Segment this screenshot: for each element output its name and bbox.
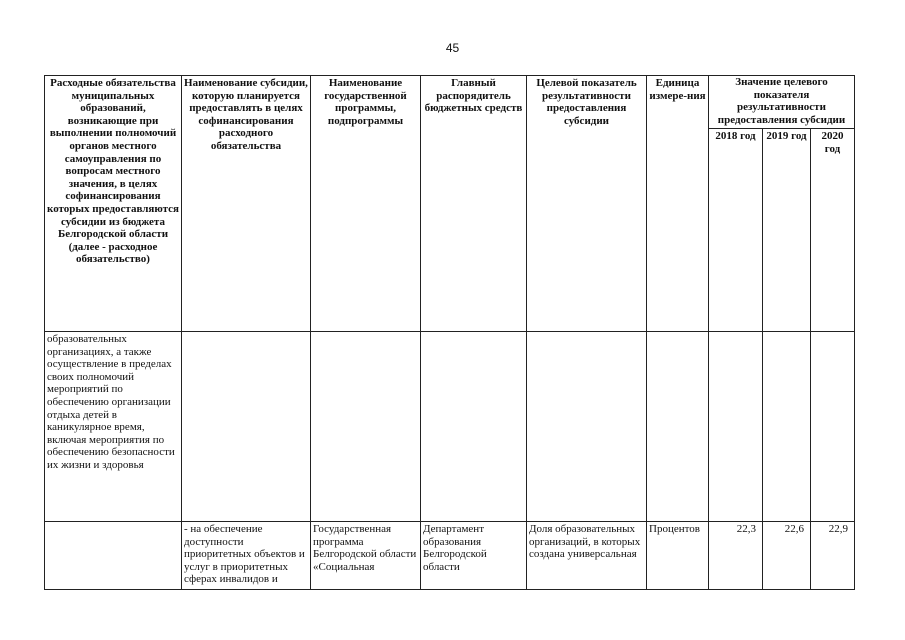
header-obligations: Расходные обязательства муниципальных образований, возникающие при выполнении полномочий органов местного самоуправления по вопросам местного значения, в целях софинансирования которых предоставляются субсидии из бюджета Белгородской области (далее - расходное обязательство) [45,76,182,332]
header-year-2018: 2018 год [709,129,763,332]
empty-cell [709,332,763,522]
header-year-2019: 2019 год [763,129,811,332]
header-subsidy-name: Наименование субсидии, которую планируется предоставлять в целях софинансирования расходного обязательства [182,76,311,332]
empty-cell [811,332,855,522]
empty-cell [311,332,421,522]
empty-cell [527,332,647,522]
distributor-cell: Департамент образования Белгородской области [421,522,527,590]
header-unit: Единица измере-ния [647,76,709,332]
empty-cell [182,332,311,522]
obligation-cell: образовательных организациях, а также осуществление в пределах своих полномочий мероприятий по обеспечению организации отдыха детей в каникулярное время, включая мероприятия по обеспечению безопасности их жизни и здоровья [45,332,182,522]
program-cell: Государственная программа Белгородской области «Социальная [311,522,421,590]
subsidy-cell: - на обеспечение доступности приоритетных объектов и услуг в приоритетных сферах инвалидов и [182,522,311,590]
empty-cell [421,332,527,522]
header-indicator: Целевой показатель результативности предоставления субсидии [527,76,647,332]
table-row [45,522,855,590]
header-program: Наименование государственной программы, подпрограммы [311,76,421,332]
empty-cell [45,522,182,590]
empty-cell [647,332,709,522]
table-row [45,332,855,522]
value-2019-cell: 22,6 [763,522,811,590]
subsidy-table [44,75,855,590]
page-number: 45 [445,41,460,55]
value-2018-cell: 22,3 [709,522,763,590]
unit-cell: Процентов [647,522,709,590]
header-indicator-value: Значение целевого показателя результативности предоставления субсидии [709,76,855,129]
indicator-cell: Доля образовательных организаций, в которых создана универсальная [527,522,647,590]
empty-cell [763,332,811,522]
value-2020-cell: 22,9 [811,522,855,590]
header-distributor: Главный распорядитель бюджетных средств [421,76,527,332]
header-year-2020: 2020 год [811,129,855,332]
